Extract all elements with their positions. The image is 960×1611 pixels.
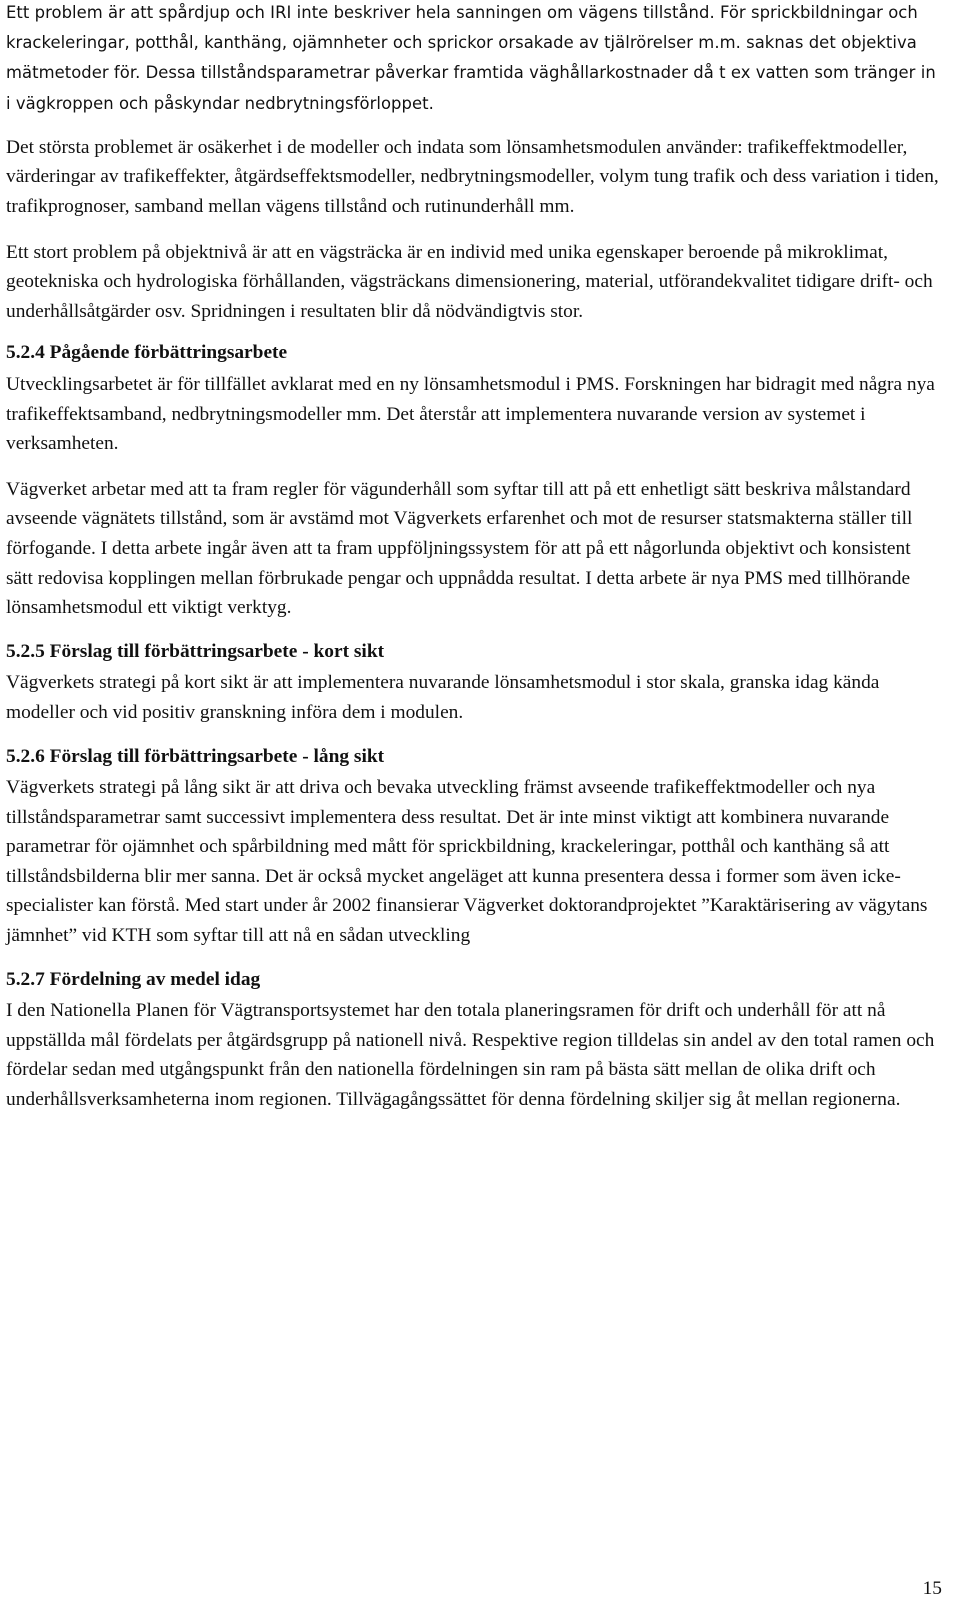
section-heading-5-2-6: 5.2.6 Förslag till förbättringsarbete - lång sikt: [6, 745, 385, 767]
paragraph-model-uncertainty: Det största problemet är osäkerhet i de modeller och indata som lönsamhetsmodulen använder: trafikeffektmodeller, värderingar av trafikeffekter, åtgärdseffektsmodeller, nedbrytningsmodeller, volym tung trafik och dess variation i tiden, trafikprognoser, samband mellan vägens tillstånd och rutinunderhåll mm.: [6, 136, 939, 217]
paragraph-maintenance-rules: Vägverket arbetar med att ta fram regler för vägunderhåll som syftar till att på ett enhetligt sätt beskriva målstandard avseende vägnätets tillstånd, som är avstämd mot Vägverkets erfarenhet och mot de resurser statsmakterna ställer till förfogande. I detta arbete ingår även att ta fram uppföljningssystem för att på ett någorlunda objektivt och konsistent sätt redovisa kopplingen mellan förbrukade pengar och uppnådda resultat. I detta arbete är nya PMS med tillhörande lönsamhetsmodul ett viktigt verktyg.: [6, 478, 913, 619]
paragraph-long-term-strategy: Vägverkets strategi på lång sikt är att driva och bevaka utveckling främst avseende trafikeffektmodeller och nya tillståndsparametrar samt successivt implementera dess resultat. Det är inte minst viktigt att kombinera nuvarande parametrar för ojämnhet och spårbildning med mått för sprickbildning, krackeleringar, potthål och kanthäng så att tillståndsbilderna blir mer sanna. Det är också mycket angeläget att kunna presentera dessa i former som även icke-specialister kan förstå. Med start under år 2002 finansierar Vägverket doktorandprojektet ”Karaktärisering av vägytans jämnhet” vid KTH som syftar till att nå en sådan utveckling: [6, 777, 928, 947]
page-number: 15: [922, 1578, 942, 1599]
section-heading-5-2-7: 5.2.7 Fördelning av medel idag: [6, 968, 261, 990]
paragraph-short-term-strategy: Vägverkets strategi på kort sikt är att implementera nuvarande lönsamhetsmodul i stor skala, granska idag kända modeller och vid positiv granskning införa dem i modulen.: [6, 672, 880, 723]
document-page: [6, 0, 941, 1115]
paragraph-ongoing-work: Utvecklingsarbetet är för tillfället avklarat med en ny lönsamhetsmodul i PMS. Forskningen har bidragit med några nya trafikeffektsamband, nedbrytningsmodeller mm. Det återstår att implementera nuvarande version av systemet i verksamheten.: [6, 373, 935, 455]
section-heading-5-2-5: 5.2.5 Förslag till förbättringsarbete - kort sikt: [6, 640, 385, 662]
paragraph-object-level-problem: Ett stort problem på objektnivå är att en vägsträcka är en individ med unika egenskaper beroende på mikroklimat, geotekniska och hydrologiska förhållanden, vägsträckans dimensionering, material, utförandekvalitet tidigare drift- och underhållsåtgärder osv. Spridningen i resultaten blir då nödvändigtvis stor.: [6, 241, 933, 322]
section-heading-5-2-4: 5.2.4 Pågående förbättringsarbete: [6, 342, 288, 364]
paragraph-measurement-problem: Ett problem är att spårdjup och IRI inte beskriver hela sanningen om vägens tillstånd. För sprickbildningar och krackeleringar, potthål, kanthäng, ojämnheter och sprickor orsakade av tjälrörelser m.m. saknas det objektiva mätmetoder för. Dessa tillståndsparametrar påverkar framtida väghållarkostnader då t ex vatten som tränger in i vägkroppen och påskyndar nedbrytningsförloppet.: [6, 3, 936, 113]
paragraph-fund-distribution: I den Nationella Planen för Vägtransportsystemet har den totala planeringsramen för drift och underhåll för att nå uppställda mål fördelats per åtgärdsgrupp på nationell nivå. Respektive region tilldelas sin andel av den total ramen och fördelar sedan med utgångspunkt från den nationella fördelningen sin ram på bästa sätt mellan de olika drift och underhållsverksamheterna inom regionen. Tillvägagångssättet för denna fördelning skiljer sig åt mellan regionerna.: [6, 1000, 935, 1111]
